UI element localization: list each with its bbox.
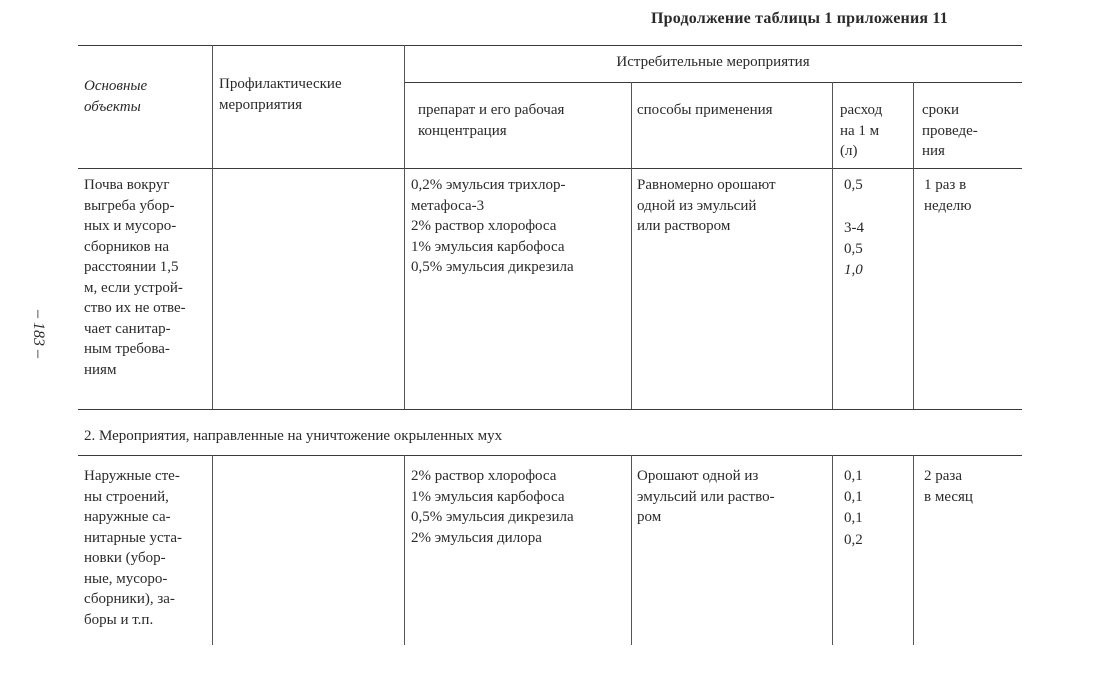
col-divider-3 [631,82,632,409]
row1-terms: 1 раз в неделю [924,177,972,214]
row1-bottom-rule [78,409,1022,410]
col-divider-2-row2 [404,455,405,645]
page-number: – 183 – [30,310,47,358]
col-divider-3-row2 [631,455,632,645]
row2-methods: Орошают одной из эмульсий или раство- ром [637,468,775,525]
col-divider-2 [404,45,405,409]
row2-consumption-4: 0,2 [844,532,863,548]
col-divider-1 [212,45,213,409]
header-prophylactic: Профилактические мероприятия [219,76,342,113]
row1-consumption-2: 3-4 [844,220,864,236]
section2-title: 2. Мероприятия, направленные на уничтожение окрыленных мух [84,428,503,444]
row1-consumption-4: 1,0 [844,262,863,278]
col-divider-5 [913,82,914,409]
col-divider-1-row2 [212,455,213,645]
row2-object: Наружные сте- ны строений, наружные са- нитарные уста- новки (убор- ные, мусоро- сборники), за- боры и т.п. [84,468,183,628]
table-top-rule [78,45,1022,46]
row1-methods: Равномерно орошают одной из эмульсий или раствором [637,177,776,234]
header-extermination: Истребительные мероприятия [616,54,810,70]
col-divider-4 [832,82,833,409]
table-continuation-title: Продолжение таблицы 1 приложения 11 [651,10,948,27]
extermination-header-rule [404,82,1022,83]
col-divider-4-row2 [832,455,833,645]
row2-consumption-1: 0,1 [844,468,863,484]
header-objects: Основные объекты [84,78,148,115]
section2-bottom-rule [78,455,1022,456]
row1-preparations: 0,2% эмульсия трихлор- метафоса-3 2% раствор хлорофоса 1% эмульсия карбофоса 0,5% эмульсия дикрезила [411,177,574,275]
row2-consumption-2: 0,1 [844,489,863,505]
row2-terms: 2 раза в месяц [924,468,973,505]
row1-consumption-3: 0,5 [844,241,863,257]
header-consumption: расход на 1 м (л) [840,102,883,159]
row2-consumption-3: 0,1 [844,510,863,526]
row1-consumption-1: 0,5 [844,177,863,193]
col-divider-5-row2 [913,455,914,645]
header-terms: сроки проведе- ния [922,102,978,159]
header-bottom-rule [78,168,1022,169]
row1-object: Почва вокруг выгреба убор- ных и мусоро- сборников на расстоянии 1,5 м, если устрой- ство их не отве- чает санитар- ным требова- ниям [84,177,186,378]
row2-preparations: 2% раствор хлорофоса 1% эмульсия карбофоса 0,5% эмульсия дикрезила 2% эмульсия дилора [411,468,574,546]
header-methods: способы применения [637,102,773,118]
header-preparation: препарат и его рабочая концентрация [418,102,565,139]
